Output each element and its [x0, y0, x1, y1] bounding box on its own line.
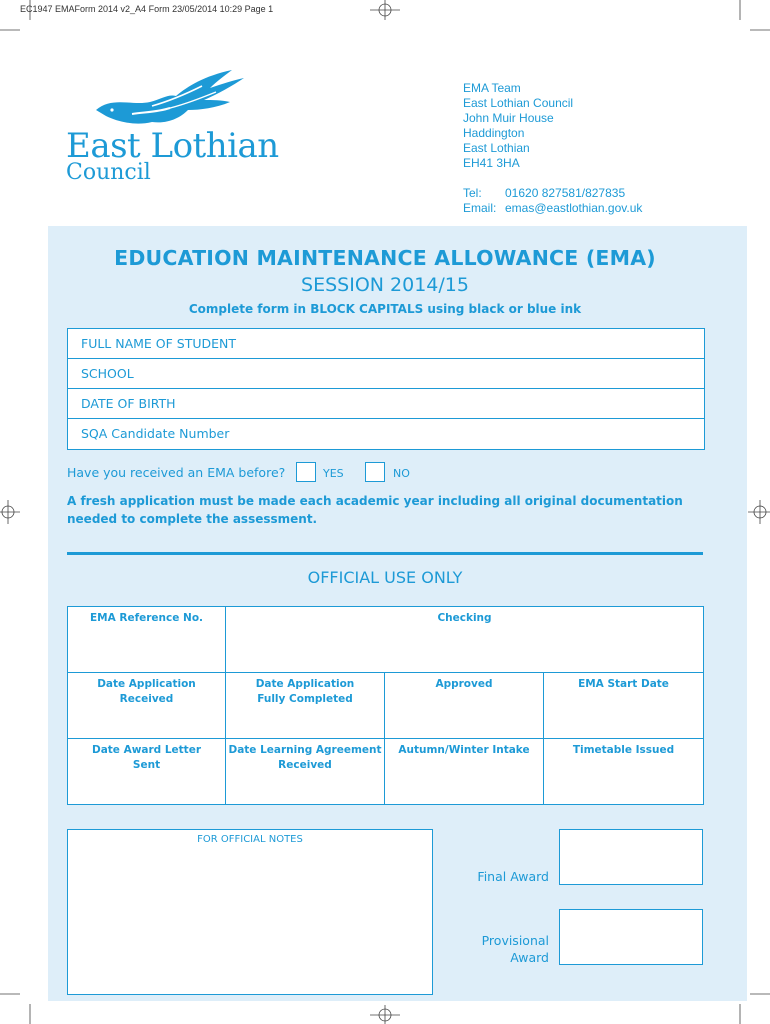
- crosshair-left: [0, 500, 20, 524]
- crosshair-right: [748, 500, 770, 524]
- final-award-label: Final Award: [477, 869, 549, 884]
- checking-cell[interactable]: Checking: [226, 607, 704, 673]
- yes-checkbox[interactable]: [296, 462, 316, 482]
- section-divider: [67, 552, 703, 555]
- tel-value: 01620 827581/827835: [505, 186, 626, 200]
- address-line: EH41 3HA: [463, 156, 520, 170]
- school-field[interactable]: SCHOOL: [68, 359, 704, 389]
- official-use-table: [67, 606, 704, 805]
- table-row: [68, 607, 704, 673]
- ema-reference-cell[interactable]: EMA Reference No.: [68, 607, 226, 673]
- table-row: [68, 739, 704, 805]
- address-line: East Lothian Council: [463, 96, 574, 110]
- provisional-award-box[interactable]: [559, 909, 703, 965]
- logo-line1: East Lothian: [66, 126, 279, 166]
- address-line: East Lothian: [463, 141, 530, 155]
- address-line: Haddington: [463, 126, 525, 140]
- email-label: Email:: [463, 201, 497, 215]
- full-name-field[interactable]: FULL NAME OF STUDENT: [68, 329, 704, 359]
- ema-before-question: Have you received an EMA before?: [67, 465, 286, 480]
- session-title: SESSION 2014/15: [301, 274, 469, 296]
- crosshair-bottom: [370, 1005, 400, 1024]
- date-application-completed-cell[interactable]: Date Application Fully Completed: [226, 673, 385, 739]
- yes-label: YES: [323, 467, 344, 480]
- form-title: EDUCATION MAINTENANCE ALLOWANCE (EMA): [114, 246, 656, 270]
- date-of-birth-field[interactable]: DATE OF BIRTH: [68, 389, 704, 419]
- date-award-letter-cell[interactable]: Date Award Letter Sent: [68, 739, 226, 805]
- table-row: [68, 673, 704, 739]
- address-block: [463, 81, 642, 216]
- official-notes-label: FOR OFFICIAL NOTES: [197, 834, 303, 845]
- provisional-award-label: Provisional Award: [481, 933, 549, 965]
- email-value: emas@eastlothian.gov.uk: [505, 201, 643, 215]
- sqa-candidate-number-field[interactable]: SQA Candidate Number: [81, 426, 230, 441]
- form-instruction: Complete form in BLOCK CAPITALS using black or blue ink: [188, 302, 582, 316]
- ema-start-date-cell[interactable]: EMA Start Date: [544, 673, 704, 739]
- official-notes-box[interactable]: [67, 829, 433, 995]
- final-award-box[interactable]: [559, 829, 703, 885]
- logo-line2: Council: [66, 160, 151, 185]
- print-slug: EC1947 EMAForm 2014 v2_A4 Form 23/05/2014 10:29 Page 1: [20, 4, 274, 14]
- address-line: John Muir House: [463, 111, 554, 125]
- tel-label: Tel:: [463, 186, 482, 200]
- date-application-received-cell[interactable]: Date Application Received: [68, 673, 226, 739]
- student-fields: [67, 328, 705, 450]
- date-learning-agreement-cell[interactable]: Date Learning Agreement Received: [226, 739, 385, 805]
- logo-wordmark: [66, 128, 279, 184]
- no-label: NO: [393, 467, 410, 480]
- autumn-winter-intake-cell[interactable]: Autumn/Winter Intake: [385, 739, 544, 805]
- crosshair-top: [370, 0, 400, 20]
- approved-cell[interactable]: Approved: [385, 673, 544, 739]
- official-use-heading: OFFICIAL USE ONLY: [307, 568, 463, 587]
- timetable-issued-cell[interactable]: Timetable Issued: [544, 739, 704, 805]
- fresh-application-notice: A fresh application must be made each academic year including all original documentation needed to complete the assessment.: [67, 494, 683, 526]
- address-line: EMA Team: [463, 81, 521, 95]
- no-checkbox[interactable]: [365, 462, 385, 482]
